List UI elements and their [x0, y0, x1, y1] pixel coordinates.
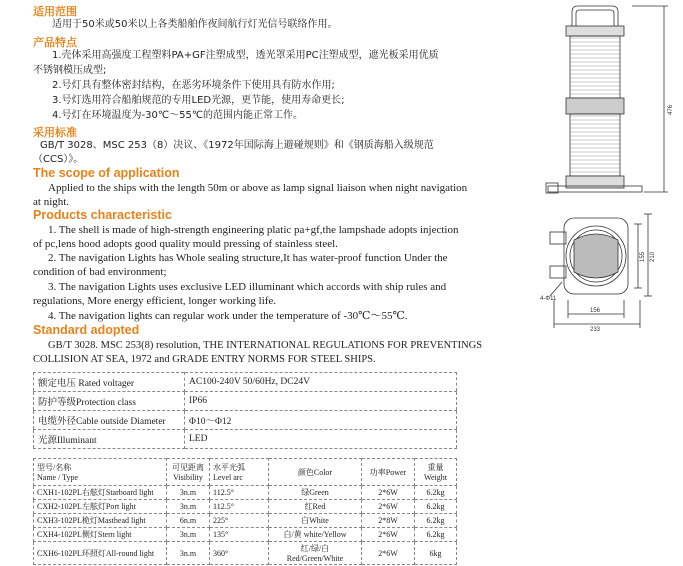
cn-standard-a: GB/T 3028、MSC 253（8）决议、《1972年国际海上避碰规则》和《钢质海船入级规范 — [40, 140, 434, 151]
cn-feature-4: 4.号灯在环境温度为-30℃～55℃的范围内能正常工作。 — [52, 110, 304, 121]
en-product-4: 4. The navigation lights can regular work under the temperature of -30℃～55℃. — [48, 310, 408, 322]
spec-row — [34, 430, 457, 449]
dim-233-label: 233 — [590, 327, 601, 333]
cell-color: 绿Green — [269, 486, 362, 500]
cell-vis: 3n.m — [167, 528, 210, 542]
en-scope-title: The scope of application — [33, 166, 180, 180]
en-product-2b: condition of bad environment; — [33, 266, 167, 278]
spec-row — [34, 411, 457, 430]
cn-standard-b: （CCS）》。 — [33, 154, 84, 165]
header-name — [34, 459, 167, 486]
table-row — [34, 486, 457, 500]
cell-arc: 360° — [210, 542, 269, 565]
model-table — [33, 458, 457, 565]
cell-vis: 3n.m — [167, 500, 210, 514]
en-standard-title: Standard adopted — [33, 323, 140, 337]
header-visibility — [167, 459, 210, 486]
hole-label: 4-Φ11 — [540, 296, 557, 302]
cell-vis: 6n.m — [167, 514, 210, 528]
en-product-3a: 3. The navigation Lights uses exclusive LED illuminant which accords with ship rules and — [48, 281, 447, 293]
en-product-1b: of pc,lens hood adopts good quality mould pressing of stainless steel. — [33, 238, 338, 250]
header-name-cn: 型号/名称 — [37, 463, 72, 472]
spec-label: 额定电压 Rated voltager — [34, 373, 185, 392]
cn-standard-title: 采用标准 — [33, 126, 77, 139]
header-name-en: Name / Type — [37, 473, 79, 482]
model-table-header — [34, 459, 457, 486]
cell-power: 2*6W — [362, 528, 415, 542]
cell-weight: 6.2kg — [415, 528, 457, 542]
en-standard-a: GB/T 3028. MSC 253(8) resolution, THE INTERNATIONAL REGULATIONS FOR PREVENTINGS — [48, 340, 483, 351]
cell-power: 2*6W — [362, 542, 415, 565]
spec-label: 电缆外径Cable outside Diameter — [34, 411, 185, 430]
cell-weight: 6.2kg — [415, 500, 457, 514]
table-row — [34, 542, 457, 565]
cell-arc: 135° — [210, 528, 269, 542]
table-row — [34, 528, 457, 542]
header-weight: 重量Weight — [415, 459, 457, 486]
header-power: 功率Power — [362, 459, 415, 486]
cell-weight: 6.2kg — [415, 514, 457, 528]
cell-color: 白White — [269, 514, 362, 528]
cell-color: 白/黄 white/Yellow — [269, 528, 362, 542]
cell-power: 2*8W — [362, 514, 415, 528]
spec-value: AC100-240V 50/60Hz, DC24V — [185, 373, 457, 392]
spec-row — [34, 373, 457, 392]
cn-scope-text: 适用于50米或50米以上各类船舶作夜间航行灯光信号联络作用。 — [52, 19, 338, 30]
en-scope-b: at night. — [33, 196, 70, 208]
en-product-3b: regulations, More energy efficient, longer working life. — [33, 295, 277, 307]
upper-lens-drawing — [570, 36, 620, 98]
cn-feature-1a: 1.壳体采用高强度工程塑料PA+GF注塑成型，透光罩采用PC注塑成型，遮光板采用优质 — [52, 50, 439, 61]
en-product-2a: 2. The navigation Lights has Whole sealing structure,It has water-proof function Under the — [48, 252, 448, 264]
header-arc-en: Level arc — [213, 473, 243, 482]
cn-feature-1b: 不锈钢模压成型; — [33, 65, 107, 76]
dim-210-label: 210 — [650, 251, 656, 262]
header-color: 颜色Color — [269, 459, 362, 486]
en-products-title: Products characteristic — [33, 208, 172, 222]
cell-weight: 6kg — [415, 542, 457, 565]
cell-name: CXH2-102PL左舷灯Port light — [34, 500, 167, 514]
spec-label: 光源Illuminant — [34, 430, 185, 449]
dim-155-side-label: 155 — [640, 251, 646, 262]
lamp-technical-drawing — [540, 0, 683, 340]
spec-label: 防护等级Protection class — [34, 392, 185, 411]
header-arc — [210, 459, 269, 486]
cn-scope-title: 适用范围 — [33, 5, 77, 18]
cell-vis: 3n.m — [167, 486, 210, 500]
cell-arc: 225° — [210, 514, 269, 528]
dim-156-label: 156 — [590, 308, 601, 314]
cell-weight: 6.2kg — [415, 486, 457, 500]
spec-value: LED — [185, 430, 457, 449]
en-scope-a: Applied to the ships with the length 50m or above as lamp signal liaison when night navigation — [48, 182, 468, 194]
cn-feature-2: 2.号灯具有整体密封结构，在恶劣环境条件下使用具有防水作用; — [52, 80, 335, 91]
cell-vis: 3n.m — [167, 542, 210, 565]
spec-table — [33, 372, 457, 449]
cn-features-title: 产品特点 — [33, 36, 77, 49]
cell-power: 2*6W — [362, 486, 415, 500]
cell-arc: 112.5° — [210, 486, 269, 500]
cell-name: CXH3-102PL桅灯Masthead light — [34, 514, 167, 528]
cell-color: 红Red — [269, 500, 362, 514]
spec-value: Φ10～Φ12 — [185, 411, 457, 430]
en-standard-b: COLLISION AT SEA, 1972 and GRADE ENTRY NORMS FOR STEEL SHIPS. — [33, 354, 376, 365]
cell-name: CXH6-102PL环照灯All-round light — [34, 542, 167, 565]
header-vis-en: Visibility — [173, 473, 203, 482]
header-vis-cn: 可见距离 — [172, 463, 204, 472]
spec-row — [34, 392, 457, 411]
table-row — [34, 500, 457, 514]
cell-arc: 112.5° — [210, 500, 269, 514]
cell-name: CXH4-102PL侧灯Stern light — [34, 528, 167, 542]
cell-color: 红/绿/白 Red/Green/White — [269, 542, 362, 565]
table-row — [34, 514, 457, 528]
lower-lens-drawing — [570, 114, 620, 176]
lamp-handle-drawing — [572, 6, 618, 26]
cn-feature-3: 3.号灯选用符合船舶规范的专用LED光源，更节能，使用寿命更长; — [52, 95, 345, 106]
dim-height-label: 476 — [668, 104, 674, 115]
lamp-top-cap-drawing — [566, 26, 624, 36]
spec-value: IP66 — [185, 392, 457, 411]
cell-name: CXH1-102PL右舷灯Starboard light — [34, 486, 167, 500]
en-product-1a: 1. The shell is made of high-strength engineering platic pa+gf,the lampshade adopts injection — [48, 224, 459, 236]
cell-power: 2*6W — [362, 500, 415, 514]
header-arc-cn: 水平光弧 — [213, 463, 245, 472]
lamp-middle-band-drawing — [566, 98, 624, 114]
